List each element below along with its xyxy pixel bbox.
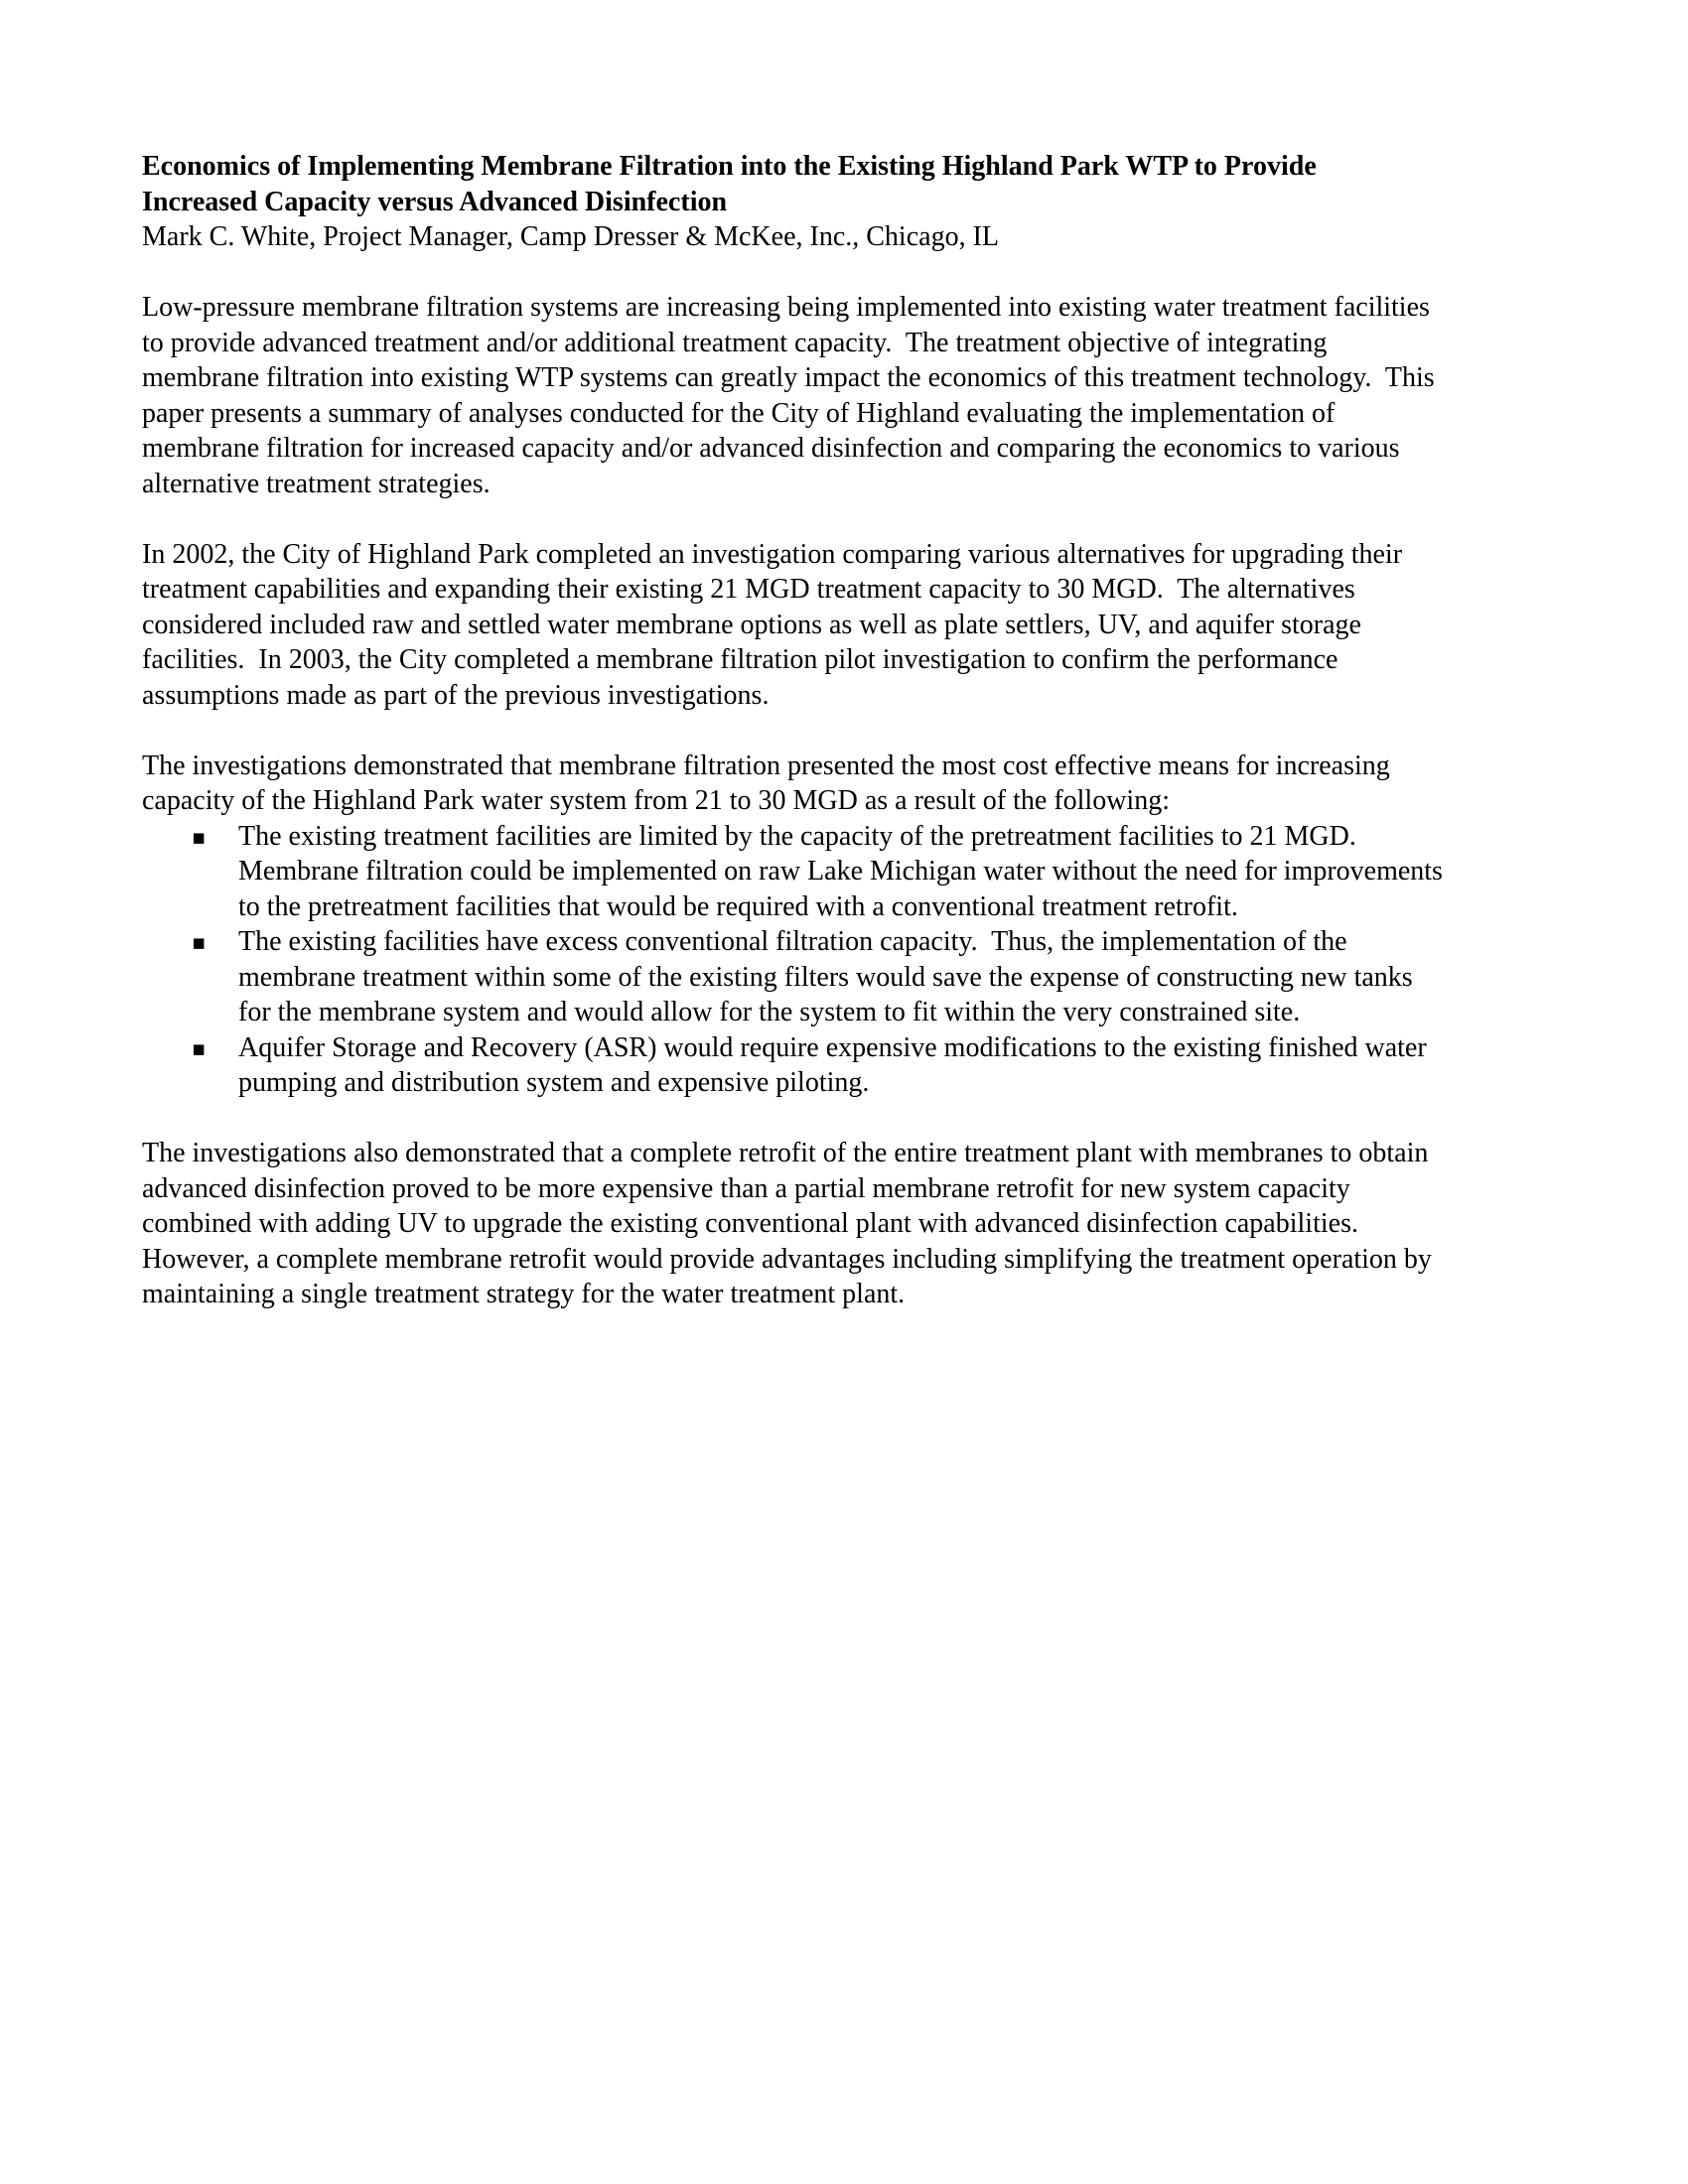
- bullet-text: The existing facilities have excess conventional filtration capacity. Thus, the implementation of the membrane treatment within some of the existing filters would save the expense of constructing new tanks for the membrane system and would allow for the system to fit within the very constrained site.: [238, 926, 1420, 1027]
- author-byline: Mark C. White, Project Manager, Camp Dresser & McKee, Inc., Chicago, IL: [142, 221, 999, 252]
- bullet-square-icon: ▪: [192, 1035, 207, 1060]
- paper-title-line-2: Increased Capacity versus Advanced Disinfection: [142, 186, 728, 217]
- paragraph-introduction: Low-pressure membrane filtration systems are increasing being implemented into existing water treatment facilities to provide advanced treatment and/or additional treatment capacity. The treatment objective of integrating membrane filtration into existing WTP systems can greatly impact the economics of this treatment technology. This paper presents a summary of analyses conducted for the City of Highland evaluating the implementation of membrane filtration for increased capacity and/or advanced disinfection and comparing the economics to various alternative treatment strategies.: [142, 292, 1442, 499]
- bullet-item-pretreatment: [142, 819, 1451, 925]
- bullet-square-icon: ▪: [192, 930, 207, 954]
- paper-title: [142, 149, 1451, 219]
- bullet-item-filtration-capacity: [142, 924, 1451, 1030]
- paragraph-background: In 2002, the City of Highland Park completed an investigation comparing various alternatives for upgrading their treatment capabilities and expanding their existing 21 MGD treatment capacity to 30 MGD. The alternatives considered included raw and settled water membrane options as well as plate settlers, UV, and aquifer storage facilities. In 2003, the City completed a membrane filtration pilot investigation to confirm the performance assumptions made as part of the previous investigations.: [142, 538, 1410, 711]
- bullet-square-icon: ▪: [192, 824, 207, 849]
- paper-title-line-1: Economics of Implementing Membrane Filtration into the Existing Highland Park WTP to Provide: [142, 151, 1317, 182]
- bullet-text: Aquifer Storage and Recovery (ASR) would require expensive modifications to the existing finished water pumping and distribution system and expensive piloting.: [238, 1031, 1434, 1098]
- paragraph-findings-intro: The investigations demonstrated that membrane filtration presented the most cost effective means for increasing capacity of the Highland Park water system from 21 to 30 MGD as a result of the following:: [142, 750, 1397, 816]
- bullet-text: The existing treatment facilities are limited by the capacity of the pretreatment facilities to 21 MGD. Membrane filtration could be implemented on raw Lake Michigan water without the need for improvements to the pretreatment facilities that would be required with a conventional treatment retrofit.: [238, 820, 1450, 922]
- paragraph-conclusion: The investigations also demonstrated that a complete retrofit of the entire treatment plant with membranes to obtain advanced disinfection proved to be more expensive than a partial membrane retrofit for new system capacity combined with adding UV to upgrade the existing conventional plant with advanced disinfection capabilities. However, a complete membrane retrofit would provide advantages including simplifying the treatment operation by maintaining a single treatment strategy for the water treatment plant.: [142, 1138, 1439, 1309]
- findings-bullet-list: [142, 819, 1451, 1101]
- bullet-item-asr: [142, 1030, 1451, 1101]
- abstract-content: [142, 149, 1451, 1312]
